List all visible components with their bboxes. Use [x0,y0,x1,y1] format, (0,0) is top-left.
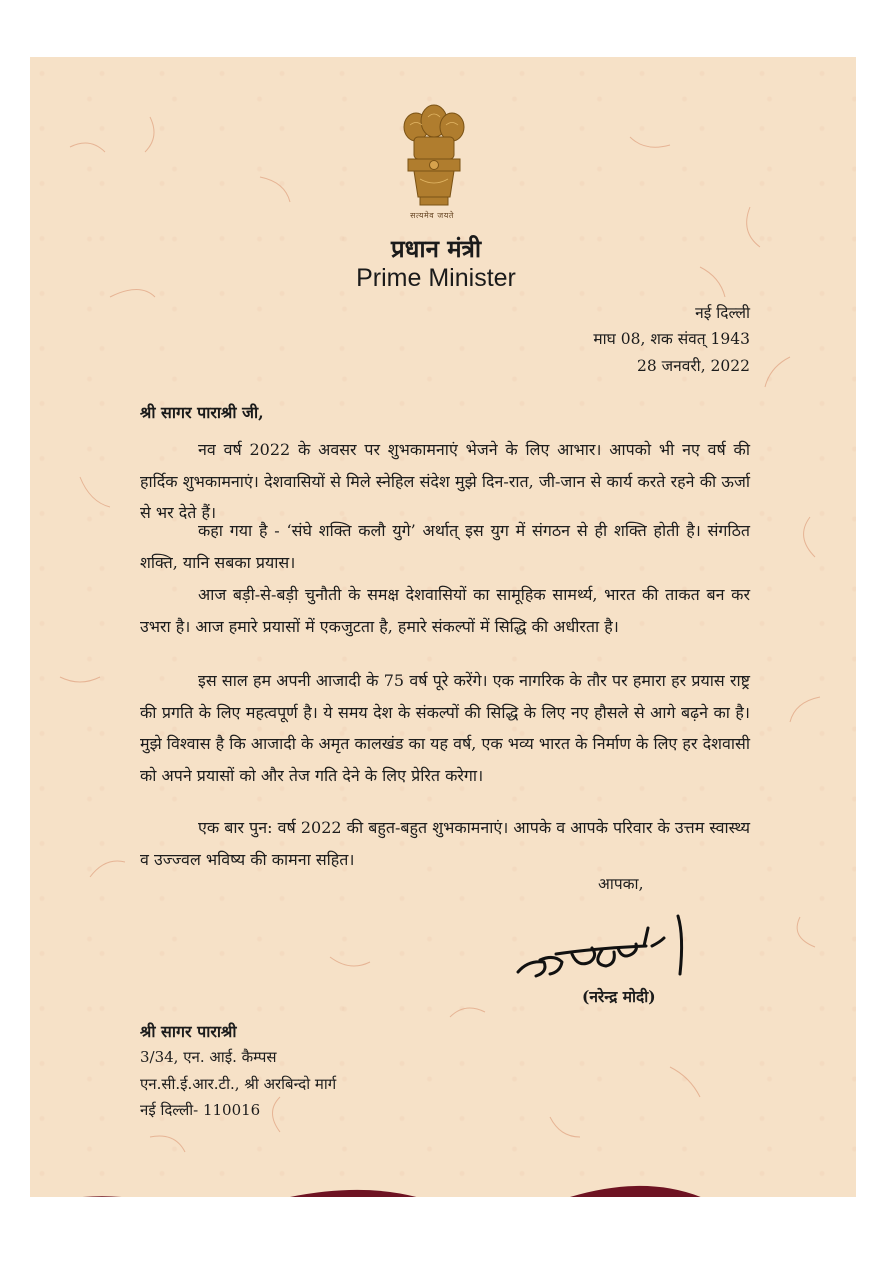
office-title-hindi: प्रधान मंत्री [390,235,482,263]
recipient-address-line: नई दिल्ली- 110016 [140,1101,261,1119]
letter-paragraph: इस साल हम अपनी आजादी के 75 वर्ष पूरे करेंगे। एक नागरिक के तौर पर हमारा हर प्रयास राष्ट्र की प्रगति के लिए महत्वपूर्ण है। ये समय देश के संकल्पों की सिद्धि के लिए नए हौसले से आगे बढ़ने का है। मुझे विश्वास है कि आजादी के अमृत कालखंड का यह वर्ष, एक भव्य भारत के निर्माण के लिए हर देशवासी को अपने प्रयासों को और तेज गति देने के लिए प्रेरित करेगा। [140,671,750,785]
salutation: श्री सागर पाराश्री जी, [140,403,264,422]
letter-paragraph: कहा गया है - ‘संघे शक्ति कलौ युगे’ अर्थात् इस युग में संगठन से ही शक्ति होती है। संगठित शक्ति, यानि सबका प्रयास। [140,521,750,572]
dateline-gregorian-date: 28 जनवरी, 2022 [636,357,750,375]
signer-name: (नरेन्द्र मोदी) [582,987,656,1006]
recipient-address-line: एन.सी.ई.आर.टी., श्री अरबिन्दो मार्ग [140,1075,337,1093]
letter-paragraph: एक बार पुन: वर्ष 2022 की बहुत-बहुत शुभकामनाएं। आपके व आपके परिवार के उत्तम स्वास्थ्य व उज्ज्वल भविष्य की कामना सहित। [140,818,750,869]
letter-paper [30,57,856,1197]
dateline-place: नई दिल्ली [695,304,750,322]
recipient-name: श्री सागर पाराश्री [140,1022,237,1041]
recipient-address-line: 3/34, एन. आई. कैम्पस [140,1048,277,1066]
closing: आपका, [598,875,644,893]
national-emblem-icon [394,97,474,227]
letterhead-footer-band [30,1167,856,1197]
letter-paragraph: नव वर्ष 2022 के अवसर पर शुभकामनाएं भेजने के लिए आभार। आपको भी नए वर्ष की हार्दिक शुभकामनाएं। देशवासियों से मिले स्नेहिल संदेश मुझे दिन-रात, जी-जान से कार्य करते रहने की ऊर्जा से भर देते हैं। [140,440,750,522]
dateline-saka-date: माघ 08, शक संवत् 1943 [593,330,750,348]
emblem-motto: सत्यमेव जयते [410,211,454,220]
office-title-english: Prime Minister [356,264,516,292]
handwritten-signature-icon [510,902,710,987]
letter-paragraph: आज बड़ी-से-बड़ी चुनौती के समक्ष देशवासियों का सामूहिक सामर्थ्य, भारत की ताकत बन कर उभरा है। आज हमारे प्रयासों में एकजुटता है, हमारे संकल्पों में सिद्धि की अधीरता है। [140,585,750,636]
